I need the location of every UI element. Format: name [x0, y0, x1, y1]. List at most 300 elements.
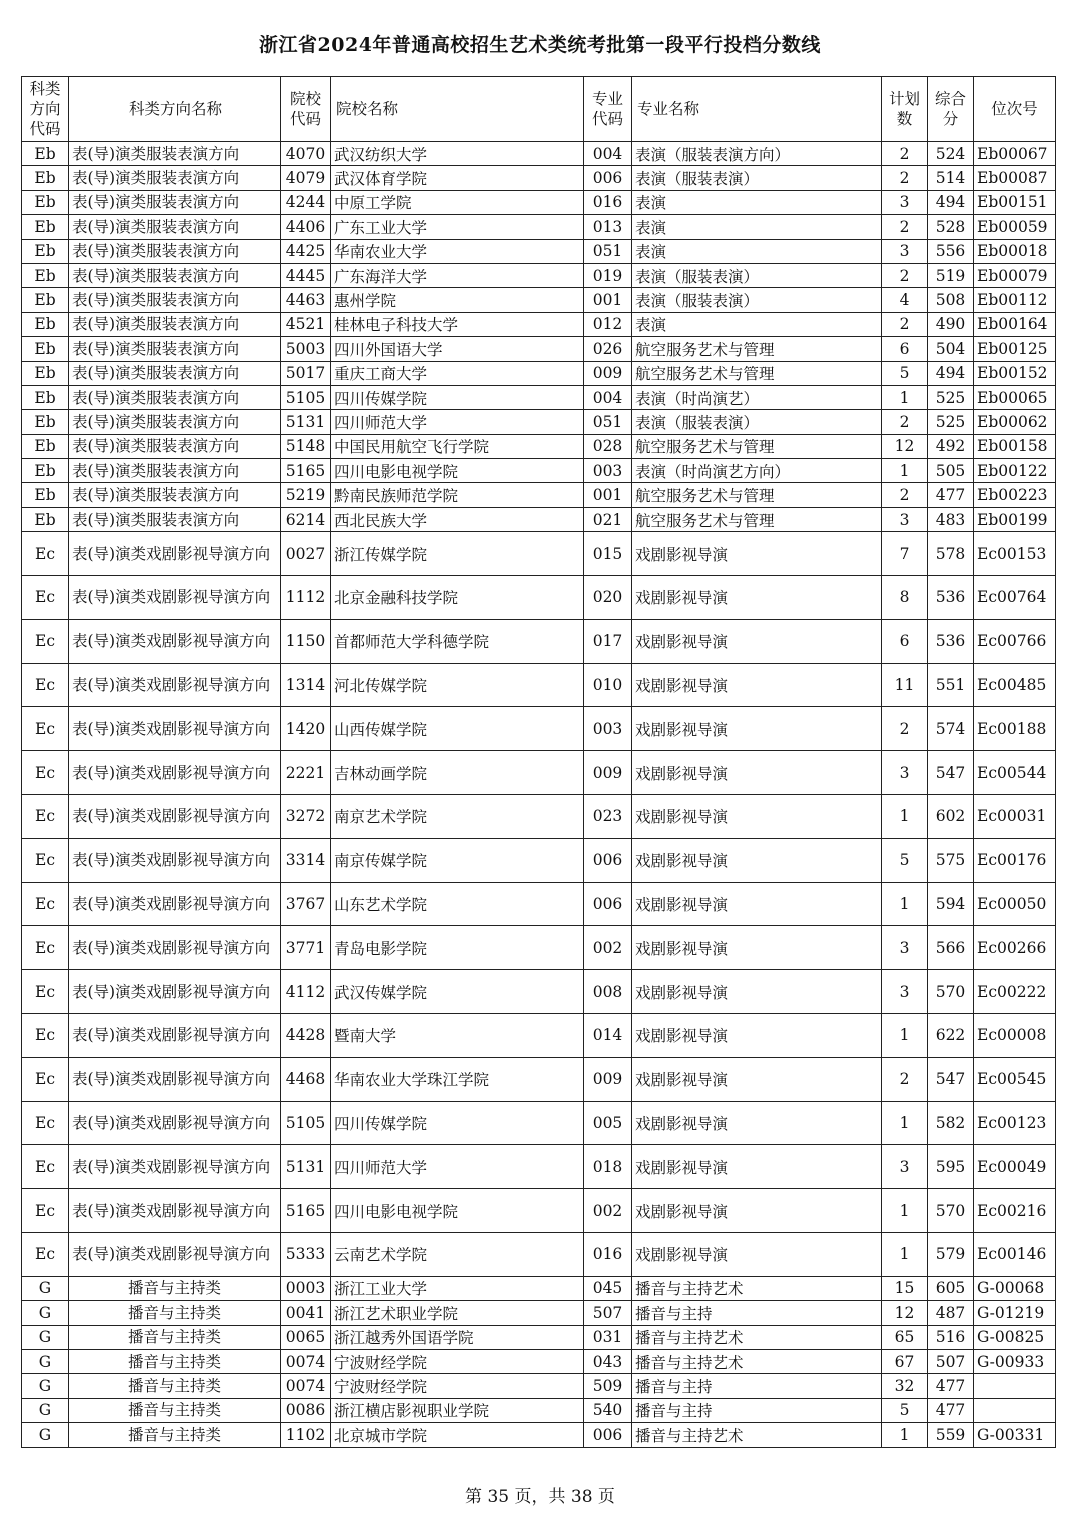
table-row: [22, 239, 1056, 263]
rank-cell: Ec00216: [974, 1189, 1056, 1233]
major-code-cell: 018: [584, 1145, 632, 1189]
score-cell: 570: [928, 1189, 974, 1233]
rank-cell: Ec00188: [974, 707, 1056, 751]
score-cell: 594: [928, 882, 974, 926]
school-code-cell: 1314: [281, 663, 331, 707]
major-code-cell: 019: [584, 263, 632, 287]
plan-cell: 5: [882, 1398, 928, 1422]
category-code-cell: G: [22, 1325, 69, 1349]
major-name-cell: 播音与主持艺术: [632, 1349, 882, 1373]
plan-cell: 5: [882, 361, 928, 385]
score-cell: 494: [928, 190, 974, 214]
school-name-cell: 四川传媒学院: [331, 385, 584, 409]
major-name-cell: 表演（时尚演艺方向）: [632, 459, 882, 483]
major-name-cell: 戏剧影视导演: [632, 532, 882, 576]
major-code-cell: 009: [584, 1057, 632, 1101]
school-code-cell: 4070: [281, 142, 331, 166]
rank-cell: Eb00079: [974, 263, 1056, 287]
major-code-cell: 016: [584, 1233, 632, 1277]
score-cell: 575: [928, 838, 974, 882]
table-row: [22, 385, 1056, 409]
category-name-cell: 表(导)演类服装表演方向: [69, 434, 281, 458]
major-code-cell: 006: [584, 838, 632, 882]
school-name-cell: 吉林动画学院: [331, 751, 584, 795]
school-name-cell: 西北民族大学: [331, 507, 584, 531]
major-name-cell: 戏剧影视导演: [632, 926, 882, 970]
plan-cell: 1: [882, 385, 928, 409]
category-name-cell: 表(导)演类服装表演方向: [69, 190, 281, 214]
school-name-cell: 广东海洋大学: [331, 263, 584, 287]
category-name-cell: 表(导)演类服装表演方向: [69, 459, 281, 483]
major-name-cell: 航空服务艺术与管理: [632, 507, 882, 531]
category-code-cell: Eb: [22, 142, 69, 166]
school-name-cell: 重庆工商大学: [331, 361, 584, 385]
plan-cell: 2: [882, 215, 928, 239]
school-name-cell: 四川外国语大学: [331, 337, 584, 361]
category-code-cell: Eb: [22, 312, 69, 336]
major-code-cell: 003: [584, 707, 632, 751]
major-code-cell: 021: [584, 507, 632, 531]
category-name-cell: 表(导)演类戏剧影视导演方向: [69, 1101, 281, 1145]
rank-cell: Ec00545: [974, 1057, 1056, 1101]
category-code-cell: G: [22, 1398, 69, 1422]
plan-cell: 12: [882, 434, 928, 458]
rank-cell: Ec00766: [974, 619, 1056, 663]
plan-cell: 4: [882, 288, 928, 312]
table-row: [22, 1145, 1056, 1189]
header-score: 综合分: [928, 77, 974, 142]
school-code-cell: 5003: [281, 337, 331, 361]
plan-cell: 2: [882, 707, 928, 751]
rank-cell: Ec00146: [974, 1233, 1056, 1277]
major-name-cell: 播音与主持艺术: [632, 1325, 882, 1349]
school-code-cell: 4468: [281, 1057, 331, 1101]
table-row: [22, 410, 1056, 434]
school-code-cell: 4112: [281, 970, 331, 1014]
category-code-cell: Ec: [22, 926, 69, 970]
rank-cell: Ec00764: [974, 576, 1056, 620]
school-name-cell: 广东工业大学: [331, 215, 584, 239]
category-code-cell: Ec: [22, 1101, 69, 1145]
school-name-cell: 浙江艺术职业学院: [331, 1301, 584, 1325]
table-row: [22, 190, 1056, 214]
category-code-cell: G: [22, 1423, 69, 1447]
school-name-cell: 宁波财经学院: [331, 1374, 584, 1398]
rank-cell: Ec00176: [974, 838, 1056, 882]
rank-cell: Ec00485: [974, 663, 1056, 707]
school-code-cell: 4428: [281, 1014, 331, 1058]
table-row: [22, 459, 1056, 483]
score-cell: 477: [928, 483, 974, 507]
major-code-cell: 003: [584, 459, 632, 483]
score-cell: 477: [928, 1398, 974, 1422]
category-code-cell: Ec: [22, 619, 69, 663]
school-code-cell: 6214: [281, 507, 331, 531]
major-name-cell: 航空服务艺术与管理: [632, 483, 882, 507]
school-code-cell: 4463: [281, 288, 331, 312]
table-row: [22, 507, 1056, 531]
plan-cell: 1: [882, 795, 928, 839]
school-name-cell: 四川电影电视学院: [331, 1189, 584, 1233]
school-name-cell: 武汉体育学院: [331, 166, 584, 190]
major-code-cell: 002: [584, 1189, 632, 1233]
school-name-cell: 暨南大学: [331, 1014, 584, 1058]
school-code-cell: 4521: [281, 312, 331, 336]
major-code-cell: 045: [584, 1276, 632, 1300]
plan-cell: 7: [882, 532, 928, 576]
school-name-cell: 青岛电影学院: [331, 926, 584, 970]
header-category-name: 科类方向名称: [69, 77, 281, 142]
score-cell: 492: [928, 434, 974, 458]
category-name-cell: 表(导)演类戏剧影视导演方向: [69, 1189, 281, 1233]
table-row: [22, 1057, 1056, 1101]
score-cell: 582: [928, 1101, 974, 1145]
rank-cell: Ec00544: [974, 751, 1056, 795]
plan-cell: 67: [882, 1349, 928, 1373]
category-code-cell: Eb: [22, 263, 69, 287]
school-name-cell: 四川电影电视学院: [331, 459, 584, 483]
school-code-cell: 4406: [281, 215, 331, 239]
major-code-cell: 010: [584, 663, 632, 707]
category-code-cell: Eb: [22, 507, 69, 531]
rank-cell: Eb00125: [974, 337, 1056, 361]
table-row: [22, 1233, 1056, 1277]
school-name-cell: 浙江越秀外国语学院: [331, 1325, 584, 1349]
school-code-cell: 1102: [281, 1423, 331, 1447]
school-name-cell: 武汉传媒学院: [331, 970, 584, 1014]
category-code-cell: Eb: [22, 361, 69, 385]
plan-cell: 3: [882, 1145, 928, 1189]
category-code-cell: Ec: [22, 1233, 69, 1277]
table-row: [22, 361, 1056, 385]
major-code-cell: 004: [584, 385, 632, 409]
rank-cell: Eb00065: [974, 385, 1056, 409]
major-code-cell: 043: [584, 1349, 632, 1373]
major-code-cell: 017: [584, 619, 632, 663]
school-code-cell: 0065: [281, 1325, 331, 1349]
category-name-cell: 播音与主持类: [69, 1276, 281, 1300]
rank-cell: Eb00151: [974, 190, 1056, 214]
school-code-cell: 5165: [281, 1189, 331, 1233]
major-name-cell: 表演: [632, 215, 882, 239]
table-row: [22, 142, 1056, 166]
school-name-cell: 北京城市学院: [331, 1423, 584, 1447]
score-cell: 578: [928, 532, 974, 576]
table-row: [22, 576, 1056, 620]
plan-cell: 2: [882, 263, 928, 287]
category-code-cell: Ec: [22, 1057, 69, 1101]
category-name-cell: 表(导)演类服装表演方向: [69, 215, 281, 239]
major-code-cell: 012: [584, 312, 632, 336]
major-code-cell: 013: [584, 215, 632, 239]
school-code-cell: 4244: [281, 190, 331, 214]
score-cell: 605: [928, 1276, 974, 1300]
major-name-cell: 戏剧影视导演: [632, 970, 882, 1014]
table-row: [22, 707, 1056, 751]
school-name-cell: 云南艺术学院: [331, 1233, 584, 1277]
table-row: [22, 483, 1056, 507]
category-name-cell: 表(导)演类戏剧影视导演方向: [69, 619, 281, 663]
category-name-cell: 播音与主持类: [69, 1301, 281, 1325]
rank-cell: G-00331: [974, 1423, 1056, 1447]
school-name-cell: 浙江传媒学院: [331, 532, 584, 576]
major-code-cell: 001: [584, 483, 632, 507]
score-cell: 507: [928, 1349, 974, 1373]
category-name-cell: 表(导)演类戏剧影视导演方向: [69, 532, 281, 576]
plan-cell: 6: [882, 619, 928, 663]
category-code-cell: Ec: [22, 576, 69, 620]
rank-cell: G-00825: [974, 1325, 1056, 1349]
category-name-cell: 播音与主持类: [69, 1349, 281, 1373]
major-name-cell: 表演: [632, 312, 882, 336]
major-code-cell: 004: [584, 142, 632, 166]
major-name-cell: 戏剧影视导演: [632, 1145, 882, 1189]
plan-cell: 2: [882, 312, 928, 336]
category-code-cell: Ec: [22, 838, 69, 882]
school-code-cell: 0041: [281, 1301, 331, 1325]
major-name-cell: 表演（服装表演）: [632, 263, 882, 287]
school-code-cell: 5131: [281, 410, 331, 434]
category-name-cell: 表(导)演类戏剧影视导演方向: [69, 1014, 281, 1058]
major-name-cell: 表演（服装表演）: [632, 410, 882, 434]
school-code-cell: 5219: [281, 483, 331, 507]
major-name-cell: 播音与主持艺术: [632, 1423, 882, 1447]
table-row: [22, 1398, 1056, 1422]
major-name-cell: 表演: [632, 239, 882, 263]
school-code-cell: 5105: [281, 1101, 331, 1145]
plan-cell: 2: [882, 1057, 928, 1101]
score-cell: 528: [928, 215, 974, 239]
category-name-cell: 表(导)演类服装表演方向: [69, 337, 281, 361]
school-code-cell: 5131: [281, 1145, 331, 1189]
score-cell: 487: [928, 1301, 974, 1325]
rank-cell: G-01219: [974, 1301, 1056, 1325]
major-name-cell: 播音与主持艺术: [632, 1276, 882, 1300]
major-name-cell: 航空服务艺术与管理: [632, 361, 882, 385]
table-row: [22, 263, 1056, 287]
school-name-cell: 浙江工业大学: [331, 1276, 584, 1300]
school-code-cell: 0074: [281, 1374, 331, 1398]
major-name-cell: 戏剧影视导演: [632, 838, 882, 882]
rank-cell: [974, 1374, 1056, 1398]
table-row: [22, 1014, 1056, 1058]
table-row: [22, 1325, 1056, 1349]
major-name-cell: 戏剧影视导演: [632, 1101, 882, 1145]
school-code-cell: 2221: [281, 751, 331, 795]
major-name-cell: 戏剧影视导演: [632, 795, 882, 839]
page-footer: 第 35 页，共 38 页: [465, 1487, 615, 1507]
rank-cell: [974, 1398, 1056, 1422]
category-code-cell: Eb: [22, 459, 69, 483]
score-cell: 570: [928, 970, 974, 1014]
category-name-cell: 表(导)演类服装表演方向: [69, 507, 281, 531]
plan-cell: 1: [882, 1233, 928, 1277]
major-code-cell: 014: [584, 1014, 632, 1058]
major-code-cell: 001: [584, 288, 632, 312]
table-row: [22, 532, 1056, 576]
category-name-cell: 表(导)演类服装表演方向: [69, 166, 281, 190]
plan-cell: 8: [882, 576, 928, 620]
category-name-cell: 表(导)演类服装表演方向: [69, 385, 281, 409]
table-row: [22, 1276, 1056, 1300]
category-name-cell: 表(导)演类服装表演方向: [69, 410, 281, 434]
major-code-cell: 006: [584, 882, 632, 926]
rank-cell: Eb00152: [974, 361, 1056, 385]
rank-cell: G-00068: [974, 1276, 1056, 1300]
category-name-cell: 表(导)演类服装表演方向: [69, 239, 281, 263]
school-name-cell: 首都师范大学科德学院: [331, 619, 584, 663]
plan-cell: 1: [882, 1189, 928, 1233]
school-name-cell: 惠州学院: [331, 288, 584, 312]
major-code-cell: 006: [584, 166, 632, 190]
school-name-cell: 河北传媒学院: [331, 663, 584, 707]
category-code-cell: Eb: [22, 337, 69, 361]
category-code-cell: Ec: [22, 532, 69, 576]
category-code-cell: Eb: [22, 385, 69, 409]
category-name-cell: 表(导)演类戏剧影视导演方向: [69, 882, 281, 926]
plan-cell: 2: [882, 483, 928, 507]
table-row: [22, 663, 1056, 707]
rank-cell: Eb00112: [974, 288, 1056, 312]
category-name-cell: 播音与主持类: [69, 1423, 281, 1447]
plan-cell: 12: [882, 1301, 928, 1325]
major-code-cell: 540: [584, 1398, 632, 1422]
major-code-cell: 051: [584, 410, 632, 434]
rank-cell: Eb00059: [974, 215, 1056, 239]
table-row: [22, 882, 1056, 926]
category-code-cell: Ec: [22, 970, 69, 1014]
table-row: [22, 1101, 1056, 1145]
score-cell: 516: [928, 1325, 974, 1349]
category-name-cell: 播音与主持类: [69, 1374, 281, 1398]
rank-cell: G-00933: [974, 1349, 1056, 1373]
table-row: [22, 288, 1056, 312]
score-cell: 622: [928, 1014, 974, 1058]
school-code-cell: 5333: [281, 1233, 331, 1277]
category-code-cell: Ec: [22, 1189, 69, 1233]
score-cell: 574: [928, 707, 974, 751]
plan-cell: 3: [882, 926, 928, 970]
category-code-cell: Eb: [22, 166, 69, 190]
school-name-cell: 黔南民族师范学院: [331, 483, 584, 507]
major-name-cell: 戏剧影视导演: [632, 1233, 882, 1277]
score-cell: 525: [928, 385, 974, 409]
school-name-cell: 华南农业大学: [331, 239, 584, 263]
score-cell: 579: [928, 1233, 974, 1277]
major-code-cell: 023: [584, 795, 632, 839]
major-code-cell: 031: [584, 1325, 632, 1349]
school-name-cell: 四川传媒学院: [331, 1101, 584, 1145]
plan-cell: 32: [882, 1374, 928, 1398]
major-code-cell: 020: [584, 576, 632, 620]
table-row: [22, 1374, 1056, 1398]
table-body: [22, 142, 1056, 1448]
plan-cell: 65: [882, 1325, 928, 1349]
school-name-cell: 四川师范大学: [331, 410, 584, 434]
table-row: [22, 337, 1056, 361]
rank-cell: Ec00050: [974, 882, 1056, 926]
plan-cell: 3: [882, 751, 928, 795]
category-name-cell: 表(导)演类戏剧影视导演方向: [69, 1145, 281, 1189]
major-name-cell: 戏剧影视导演: [632, 1057, 882, 1101]
school-code-cell: 0003: [281, 1276, 331, 1300]
school-name-cell: 山西传媒学院: [331, 707, 584, 751]
rank-cell: Eb00199: [974, 507, 1056, 531]
school-code-cell: 5105: [281, 385, 331, 409]
rank-cell: Eb00087: [974, 166, 1056, 190]
plan-cell: 3: [882, 239, 928, 263]
table-row: [22, 970, 1056, 1014]
major-code-cell: 002: [584, 926, 632, 970]
header-major-name: 专业名称: [632, 77, 882, 142]
plan-cell: 1: [882, 882, 928, 926]
table-row: [22, 312, 1056, 336]
major-name-cell: 播音与主持: [632, 1374, 882, 1398]
category-code-cell: Ec: [22, 707, 69, 751]
table-row: [22, 619, 1056, 663]
table-row: [22, 1301, 1056, 1325]
plan-cell: 5: [882, 838, 928, 882]
rank-cell: Ec00049: [974, 1145, 1056, 1189]
category-code-cell: Ec: [22, 1145, 69, 1189]
category-name-cell: 播音与主持类: [69, 1398, 281, 1422]
school-name-cell: 山东艺术学院: [331, 882, 584, 926]
rank-cell: Eb00122: [974, 459, 1056, 483]
table-row: [22, 1423, 1056, 1447]
category-name-cell: 表(导)演类戏剧影视导演方向: [69, 838, 281, 882]
school-name-cell: 华南农业大学珠江学院: [331, 1057, 584, 1101]
school-name-cell: 浙江横店影视职业学院: [331, 1398, 584, 1422]
plan-cell: 11: [882, 663, 928, 707]
major-code-cell: 028: [584, 434, 632, 458]
category-name-cell: 表(导)演类服装表演方向: [69, 361, 281, 385]
rank-cell: Eb00158: [974, 434, 1056, 458]
category-code-cell: G: [22, 1374, 69, 1398]
score-table: [21, 76, 1056, 1448]
plan-cell: 6: [882, 337, 928, 361]
table-row: [22, 166, 1056, 190]
major-name-cell: 戏剧影视导演: [632, 751, 882, 795]
category-code-cell: Eb: [22, 434, 69, 458]
score-cell: 524: [928, 142, 974, 166]
school-code-cell: 0086: [281, 1398, 331, 1422]
score-cell: 525: [928, 410, 974, 434]
major-name-cell: 戏剧影视导演: [632, 1189, 882, 1233]
score-cell: 477: [928, 1374, 974, 1398]
school-code-cell: 1420: [281, 707, 331, 751]
plan-cell: 1: [882, 1014, 928, 1058]
major-code-cell: 005: [584, 1101, 632, 1145]
school-code-cell: 4445: [281, 263, 331, 287]
score-cell: 505: [928, 459, 974, 483]
school-code-cell: 3771: [281, 926, 331, 970]
header-school-name: 院校名称: [331, 77, 584, 142]
category-code-cell: G: [22, 1276, 69, 1300]
category-code-cell: Ec: [22, 882, 69, 926]
school-name-cell: 四川师范大学: [331, 1145, 584, 1189]
school-name-cell: 桂林电子科技大学: [331, 312, 584, 336]
plan-cell: 15: [882, 1276, 928, 1300]
category-name-cell: 表(导)演类服装表演方向: [69, 263, 281, 287]
category-code-cell: Eb: [22, 215, 69, 239]
table-row: [22, 434, 1056, 458]
plan-cell: 2: [882, 410, 928, 434]
rank-cell: Ec00123: [974, 1101, 1056, 1145]
category-code-cell: Ec: [22, 795, 69, 839]
header-plan: 计划数: [882, 77, 928, 142]
score-cell: 483: [928, 507, 974, 531]
major-name-cell: 表演（服装表演）: [632, 166, 882, 190]
